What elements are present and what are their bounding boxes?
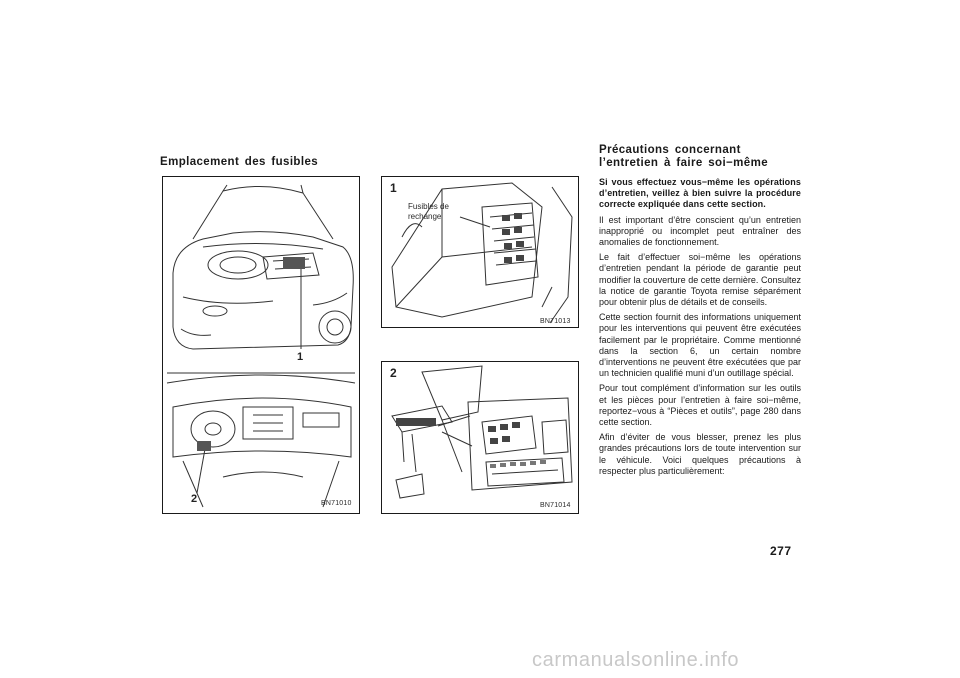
section-heading-fuse-location: Emplacement des fusibles: [160, 156, 319, 168]
heading-line-1: Précautions concernant: [599, 144, 741, 156]
figure-number: 1: [390, 181, 397, 195]
paragraph-safety: Afin d’éviter de vous blesser, prenez les plus grandes précautions lors de toute intervention sur le véhicule. Voici quelques précautions à respecter plus particulièrement:: [599, 432, 801, 476]
figure-code: BN71010: [321, 500, 352, 507]
intro-warning-paragraph: Si vous effectuez vous−même les opérations d’entretien, veillez à bien suivre la procédure correcte expliquée dans cette section.: [599, 177, 801, 210]
figure-code: BN71014: [540, 502, 571, 509]
fuse-location-illustration: [162, 176, 360, 514]
paragraph-improper-maintenance: Il est important d’être conscient qu’un entretien inapproprié ou incomplet peut entraîner des anomalies de fonctionnement.: [599, 214, 801, 248]
figure-code: BN71013: [540, 318, 571, 325]
paragraph-warranty: Le fait d’effectuer soi−même les opérations d’entretien pendant la période de garantie peut modifier la couverture de cette dernière. Consultez la notice de garantie Toyota remise séparément pour obtenir plus de détails et de conseils.: [599, 252, 801, 308]
fuse-box-drawing: [382, 177, 578, 327]
figure-number: 2: [390, 366, 397, 380]
paragraph-section-scope: Cette section fournit des informations uniquement pour les interventions qui peuvent être exécutées facilement par le propriétaire. Comme mentionné dans la section 6, un certain nombre d’interventions ne peuvent être exécutées que par un technicien qualifié muni d’un outillage spécial.: [599, 312, 801, 379]
fuse-panel-drawing: [382, 362, 578, 513]
spare-fuses-label: [408, 202, 449, 221]
label-line-2: rechange: [408, 211, 442, 221]
paragraph-tools-parts: Pour tout complément d’information sur les outils et les pièces pour l’entretien à faire soi−même, reportez−vous à “Pièces et outils”, page 280 dans cette section.: [599, 383, 801, 428]
car-illustration: [163, 177, 359, 513]
section-heading-maintenance-precautions: [599, 144, 768, 170]
callout-1: 1: [297, 351, 304, 363]
interior-fuse-box-illustration: [381, 361, 579, 514]
callout-2: 2: [191, 493, 198, 505]
label-line-1: Fusibles de: [408, 202, 449, 211]
engine-fuse-box-illustration: [381, 176, 579, 328]
watermark: carmanualsonline.info: [532, 649, 740, 671]
page-number: 277: [770, 544, 792, 558]
maintenance-precautions-text: [599, 177, 801, 481]
heading-line-2: l’entretien à faire soi−même: [599, 157, 769, 169]
